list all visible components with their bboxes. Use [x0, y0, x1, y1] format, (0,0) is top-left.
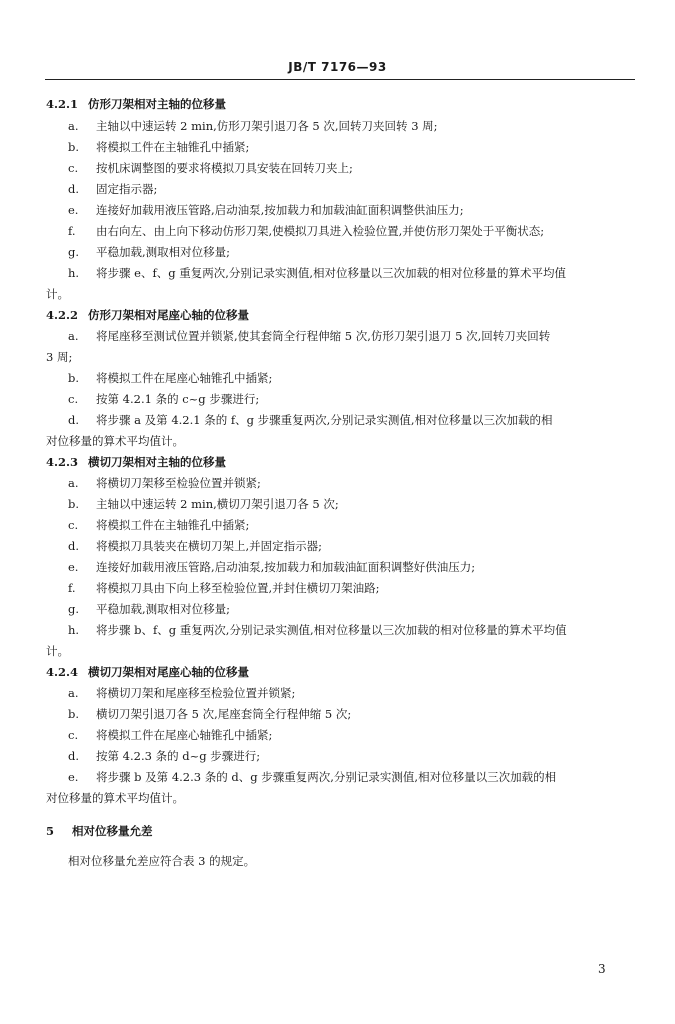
section-title: 仿形刀架相对尾座心轴的位移量: [88, 308, 249, 322]
item-text: 由右向左、由上向下移动仿形刀架,使模拟刀具进入检验位置,并使仿形刀架处于平衡状态;: [96, 224, 545, 238]
section-number: 4.2.4: [46, 665, 79, 679]
item-continuation: 计。: [46, 287, 69, 301]
list-item: [68, 160, 353, 176]
item-text: 将模拟工件在主轴锥孔中插紧;: [96, 140, 250, 154]
item-marker: b.: [68, 140, 80, 154]
list-item: [68, 181, 157, 197]
item-marker: d.: [68, 413, 80, 427]
list-item: [68, 370, 272, 386]
list-item: [68, 265, 566, 281]
list-item: [68, 685, 295, 701]
item-text: 主轴以中速运转 2 min,横切刀架引退刀各 5 次;: [96, 497, 339, 511]
item-text: 主轴以中速运转 2 min,仿形刀架引退刀各 5 次,回转刀夹回转 3 周;: [96, 119, 438, 133]
item-text: 连接好加载用液压管路,启动油泵,按加载力和加载油缸面积调整供油压力;: [96, 203, 464, 217]
item-text: 将步骤 a 及第 4.2.1 条的 f、g 步骤重复两次,分别记录实测值,相对位移量以三次加载的相: [96, 413, 553, 427]
item-marker: e.: [68, 770, 79, 784]
list-item: [68, 706, 351, 722]
item-marker: c.: [68, 161, 79, 175]
section-5-paragraph: 相对位移量允差应符合表 3 的规定。: [68, 854, 256, 868]
list-item: [68, 496, 339, 512]
page-number: 3: [598, 962, 606, 976]
item-continuation: 对位移量的算术平均值计。: [46, 434, 184, 448]
item-marker: e.: [68, 203, 79, 217]
section-number: 4.2.1: [46, 97, 79, 111]
list-item: [68, 202, 464, 218]
item-text: 将步骤 e、f、g 重复两次,分别记录实测值,相对位移量以三次加载的相对位移量的算术平均值: [96, 266, 567, 280]
item-text: 将模拟工件在尾座心轴锥孔中插紧;: [96, 371, 273, 385]
standard-header: JB/T 7176—93: [288, 60, 387, 74]
section-4-2-4-heading: [46, 664, 249, 680]
item-marker: g.: [68, 602, 80, 616]
item-text: 按第 4.2.1 条的 c~g 步骤进行;: [96, 392, 260, 406]
list-item: [68, 391, 259, 407]
item-text: 将模拟工件在尾座心轴锥孔中插紧;: [96, 728, 273, 742]
item-marker: f.: [68, 224, 76, 238]
list-item: [68, 118, 438, 134]
item-marker: b.: [68, 497, 80, 511]
section-4-2-1-heading: [46, 96, 226, 112]
item-marker: e.: [68, 560, 79, 574]
section-number: 4.2.2: [46, 308, 79, 322]
item-text: 将步骤 b、f、g 重复两次,分别记录实测值,相对位移量以三次加载的相对位移量的算术平均值: [96, 623, 567, 637]
item-marker: a.: [68, 686, 79, 700]
list-item: [68, 412, 552, 428]
list-item: [68, 517, 249, 533]
list-item: [68, 139, 249, 155]
section-title: 横切刀架相对尾座心轴的位移量: [88, 665, 249, 679]
item-marker: f.: [68, 581, 76, 595]
item-text: 平稳加载,测取相对位移量;: [96, 602, 231, 616]
item-text: 按第 4.2.3 条的 d~g 步骤进行;: [96, 749, 261, 763]
item-marker: d.: [68, 182, 80, 196]
header-rule: [45, 79, 635, 80]
list-item: [68, 244, 230, 260]
item-text: 将步骤 b 及第 4.2.3 条的 d、g 步骤重复两次,分别记录实测值,相对位移量以三次加载的相: [96, 770, 557, 784]
item-text: 将模拟刀具由下向上移至检验位置,并封住横切刀架油路;: [96, 581, 380, 595]
section-5-heading: [46, 823, 153, 839]
item-marker: h.: [68, 266, 80, 280]
item-continuation: 对位移量的算术平均值计。: [46, 791, 184, 805]
list-item: [68, 748, 260, 764]
section-number: 5: [46, 824, 55, 838]
section-title: 横切刀架相对主轴的位移量: [88, 455, 226, 469]
item-text: 横切刀架引退刀各 5 次,尾座套筒全行程伸缩 5 次;: [96, 707, 352, 721]
list-item: [68, 727, 272, 743]
section-4-2-3-heading: [46, 454, 226, 470]
item-marker: b.: [68, 707, 80, 721]
list-item: [68, 328, 550, 344]
item-marker: c.: [68, 518, 79, 532]
item-marker: h.: [68, 623, 80, 637]
list-item: [68, 769, 556, 785]
section-number: 4.2.3: [46, 455, 79, 469]
item-text: 平稳加载,测取相对位移量;: [96, 245, 231, 259]
item-marker: c.: [68, 392, 79, 406]
item-marker: a.: [68, 476, 79, 490]
item-marker: a.: [68, 119, 79, 133]
item-text: 固定指示器;: [96, 182, 158, 196]
list-item: [68, 601, 230, 617]
section-title: 仿形刀架相对主轴的位移量: [88, 97, 226, 111]
item-text: 连接好加载用液压管路,启动油泵,按加载力和加载油缸面积调整好供油压力;: [96, 560, 476, 574]
item-text: 将尾座移至测试位置并锁紧,使其套筒全行程伸缩 5 次,仿形刀架引退刀 5 次,回转刀夹回转: [96, 329, 551, 343]
list-item: [68, 622, 567, 638]
list-item: [68, 223, 544, 239]
section-4-2-2-heading: [46, 307, 249, 323]
item-text: 将模拟刀具装夹在横切刀架上,并固定指示器;: [96, 539, 323, 553]
list-item: [68, 580, 380, 596]
item-text: 将模拟工件在主轴锥孔中插紧;: [96, 518, 250, 532]
item-continuation: 3 周;: [46, 350, 73, 364]
item-marker: a.: [68, 329, 79, 343]
list-item: [68, 475, 261, 491]
item-marker: c.: [68, 728, 79, 742]
item-marker: g.: [68, 245, 80, 259]
list-item: [68, 538, 322, 554]
item-marker: d.: [68, 539, 80, 553]
list-item: [68, 559, 475, 575]
section-title: 相对位移量允差: [72, 824, 153, 838]
item-continuation: 计。: [46, 644, 69, 658]
item-text: 将横切刀架和尾座移至检验位置并锁紧;: [96, 686, 296, 700]
item-text: 将横切刀架移至检验位置并锁紧;: [96, 476, 261, 490]
item-marker: b.: [68, 371, 80, 385]
item-marker: d.: [68, 749, 80, 763]
item-text: 按机床调整图的要求将模拟刀具安装在回转刀夹上;: [96, 161, 353, 175]
